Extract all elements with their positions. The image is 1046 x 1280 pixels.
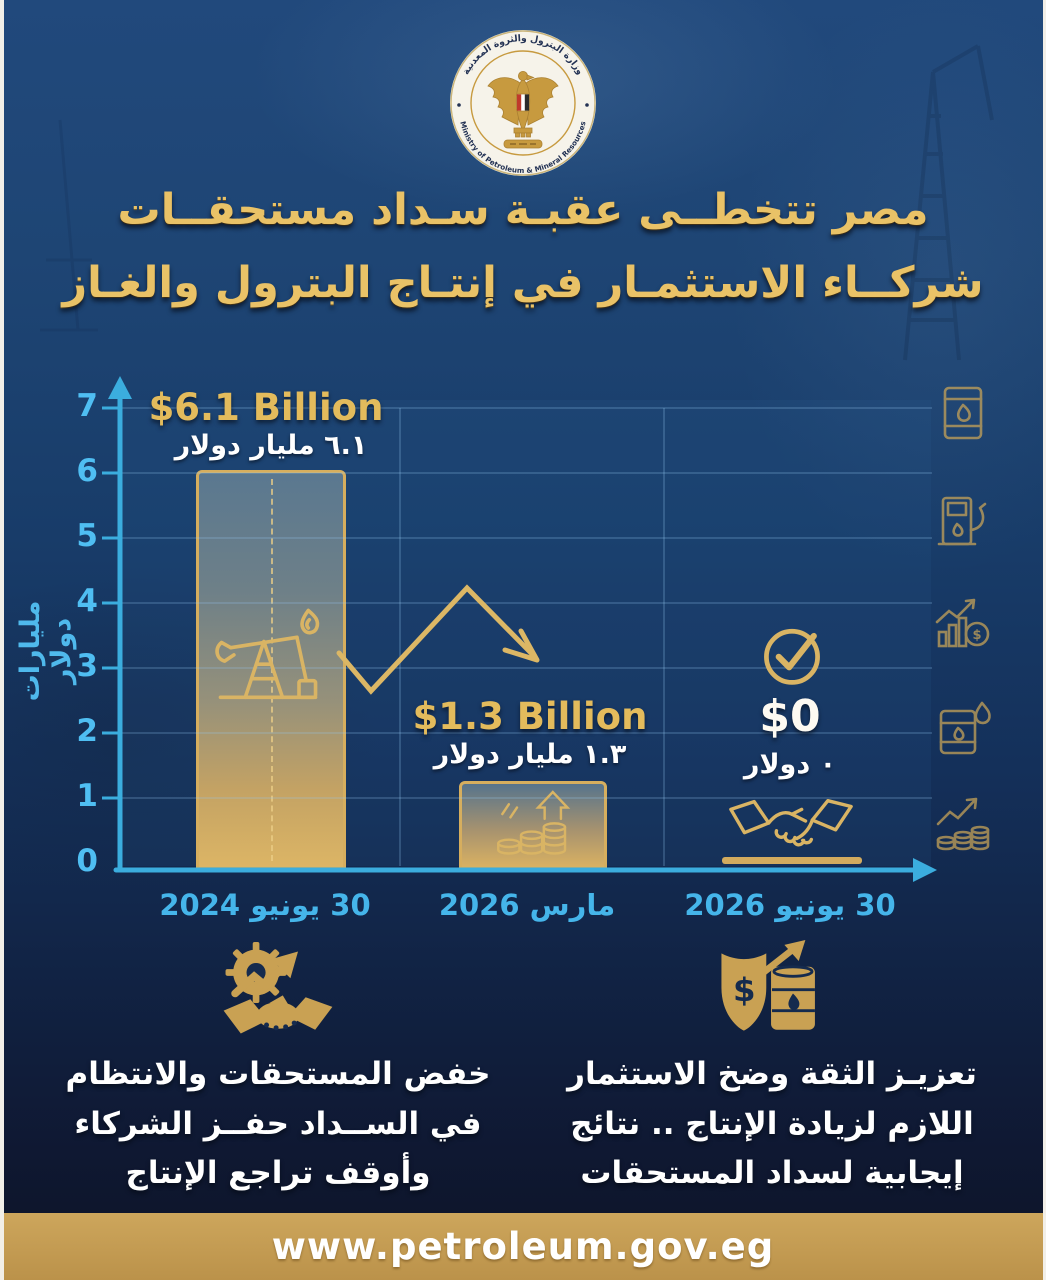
growth-arrow-coins-icon — [932, 790, 994, 852]
y-axis-arrowhead — [108, 376, 132, 399]
svg-text:$: $ — [972, 628, 982, 643]
shield-dollar-glyph: $ — [733, 971, 756, 1010]
ytick-1: 1 — [76, 778, 98, 814]
shield-dollar-barrel-icon — [710, 938, 834, 1048]
check-circle-icon — [756, 618, 828, 690]
chart-growth-dollar-icon — [932, 592, 994, 654]
logo-arabic-arc-text: وزارة البترول والثروة المعدنية — [460, 32, 586, 77]
coins-growth-icon — [478, 788, 582, 858]
bar3-value-arabic: ٠ دولار — [743, 749, 837, 780]
callout-left-text — [58, 1050, 498, 1199]
ytick-7: 7 — [76, 388, 98, 424]
bar1-value-arabic: ٦.١ مليار دولار — [174, 430, 368, 461]
ytick-0: 0 — [76, 843, 98, 879]
ytick-2: 2 — [76, 713, 98, 749]
y-axis-title: مليارات دولار — [15, 600, 77, 702]
footer-url: www.petroleum.gov.eg — [271, 1225, 775, 1268]
x-label-june-2026: 30 يونيو 2026 — [684, 888, 896, 922]
ytick-4: 4 — [76, 583, 98, 619]
x-label-march-2026: مارس 2026 — [438, 888, 616, 922]
callout-right-text — [552, 1050, 992, 1199]
callout-right-line3: إيجابية لسداد المستحقات — [580, 1155, 964, 1192]
callout-left-line2: في الســداد حفــز الشركاء — [74, 1105, 482, 1142]
footer-bar — [0, 1213, 1046, 1280]
flag-shield — [517, 94, 530, 111]
ministry-logo — [448, 28, 598, 178]
ytick-3: 3 — [76, 648, 98, 684]
gear-growth-handshake-icon — [216, 938, 340, 1048]
axis-ticks — [102, 408, 120, 798]
bar3-value-usd: $0 — [759, 691, 821, 742]
callout-left-line1: خفض المستحقات والانتظام — [65, 1056, 491, 1092]
bar1-value-usd: $6.1 Billion — [148, 386, 384, 429]
x-label-june-2024: 30 يونيو 2024 — [159, 888, 371, 922]
bar-june-2026-zero — [722, 857, 862, 864]
callout-left-line3: وأوقف تراجع الإنتاج — [125, 1155, 431, 1192]
callout-right-line2: اللازم لزيادة الإنتاج .. نتائج — [570, 1105, 974, 1142]
page-title-line2: شركــاء الاستثمـار في إنتـاج البترول والغـاز — [62, 258, 984, 308]
logo-english-arc-text: Ministry of Petroleum & Mineral Resources — [458, 120, 588, 176]
fuel-pump-icon — [932, 488, 994, 550]
ytick-5: 5 — [76, 518, 98, 554]
page-title-line1: مصر تتخطــى عقبـة سـداد مستحقــات — [117, 185, 929, 235]
bar2-value-arabic: ١.٣ مليار دولار — [433, 739, 627, 770]
barrel-oil-drop-icon — [932, 697, 994, 759]
ytick-6: 6 — [76, 453, 98, 489]
handshake-icon — [726, 790, 856, 854]
oil-pumpjack-icon — [206, 606, 330, 710]
oil-barrel-icon — [932, 382, 994, 444]
bar2-value-usd: $1.3 Billion — [412, 695, 648, 738]
left-white-edge — [0, 0, 4, 1280]
callout-right-line1: تعزيـز الثقة وضخ الاستثمار — [567, 1056, 977, 1092]
